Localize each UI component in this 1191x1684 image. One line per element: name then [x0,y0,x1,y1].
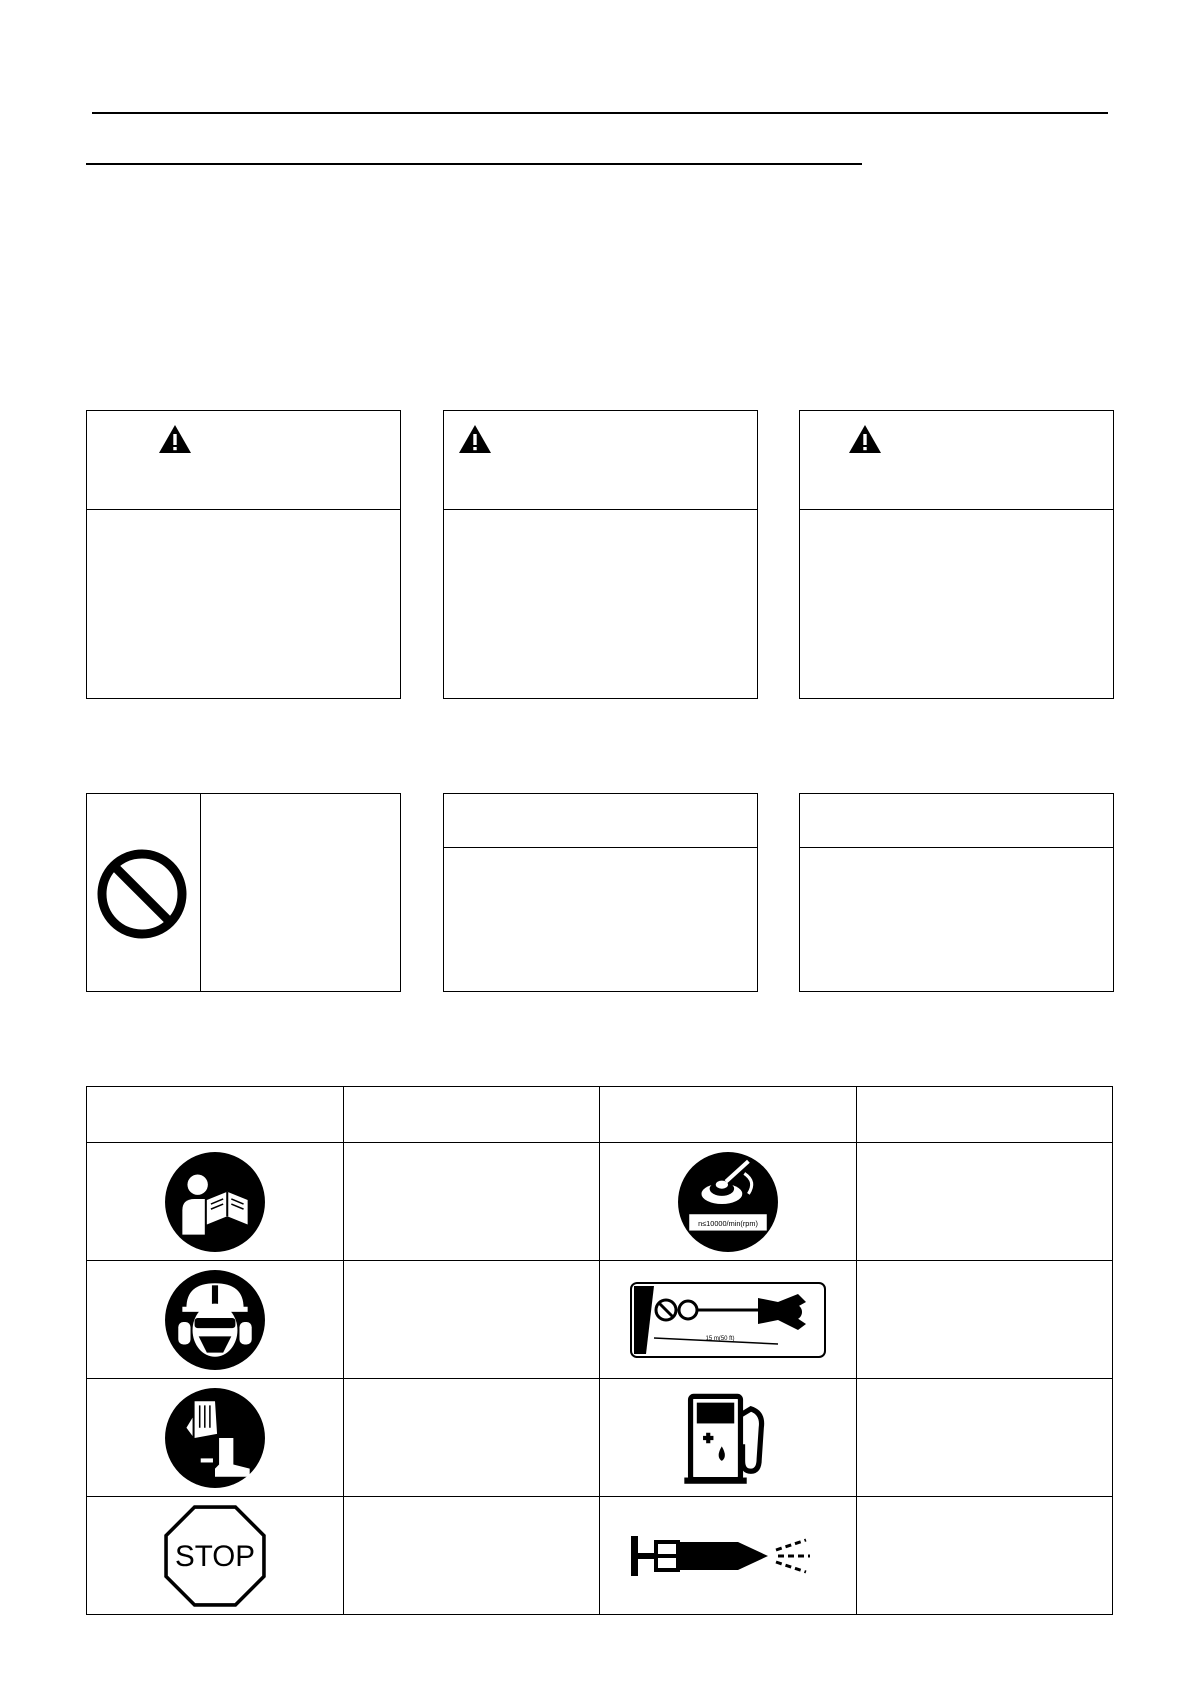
table-row [87,1379,1113,1497]
bystander-distance-icon [628,1280,828,1360]
primer-bulb-icon [628,1526,828,1586]
table-header-cell [343,1087,600,1143]
section-title-underline [86,163,862,165]
symbol-cell [600,1497,857,1615]
gloves-boots-icon [164,1387,266,1489]
table-header-cell [856,1087,1113,1143]
symbol-cell [87,1379,344,1497]
hazard-box-header [87,411,400,510]
spindle-speed-icon [677,1151,779,1253]
stop-sign-icon [164,1505,266,1607]
notice-box-3 [799,793,1114,992]
symbol-description [343,1143,600,1261]
notice-box-header [444,794,757,848]
prohibition-icon [95,847,189,941]
read-manual-icon [164,1151,266,1253]
symbol-cell [600,1379,857,1497]
hazard-box-header [800,411,1113,510]
header-rule [92,112,1108,114]
symbol-description [856,1497,1113,1615]
prohibition-box [86,793,401,992]
hazard-box-2 [443,410,758,699]
symbol-description [856,1261,1113,1379]
symbol-cell [600,1261,857,1379]
symbol-cell [87,1497,344,1615]
symbol-description [343,1379,600,1497]
symbol-description [343,1497,600,1615]
stop-sign-text: STOP [174,1539,255,1573]
table-header-cell [87,1087,344,1143]
symbol-description [343,1261,600,1379]
warning-triangle-icon [158,424,192,454]
notice-box-2 [443,793,758,992]
symbol-description [856,1143,1113,1261]
hazard-box-header [444,411,757,510]
table-row [87,1497,1113,1615]
warning-triangle-icon [848,424,882,454]
prohibition-icon-cell [87,794,201,991]
symbol-cell [87,1261,344,1379]
notice-box-header [800,794,1113,848]
table-row [87,1261,1113,1379]
symbols-table [86,1086,1113,1615]
warning-triangle-icon [458,424,492,454]
distance-badge-text: 15 m(50 ft) [705,1335,735,1342]
symbol-description [856,1379,1113,1497]
speed-badge-text: n≤10000/min(rpm) [697,1218,758,1228]
hazard-box-3 [799,410,1114,699]
table-header-cell [600,1087,857,1143]
hazard-box-1 [86,410,401,699]
table-row [87,1143,1113,1261]
fuel-pump-icon [676,1386,780,1490]
head-eye-ear-protection-icon [164,1269,266,1371]
symbol-cell [600,1143,857,1261]
symbol-cell [87,1143,344,1261]
table-header-row [87,1087,1113,1143]
